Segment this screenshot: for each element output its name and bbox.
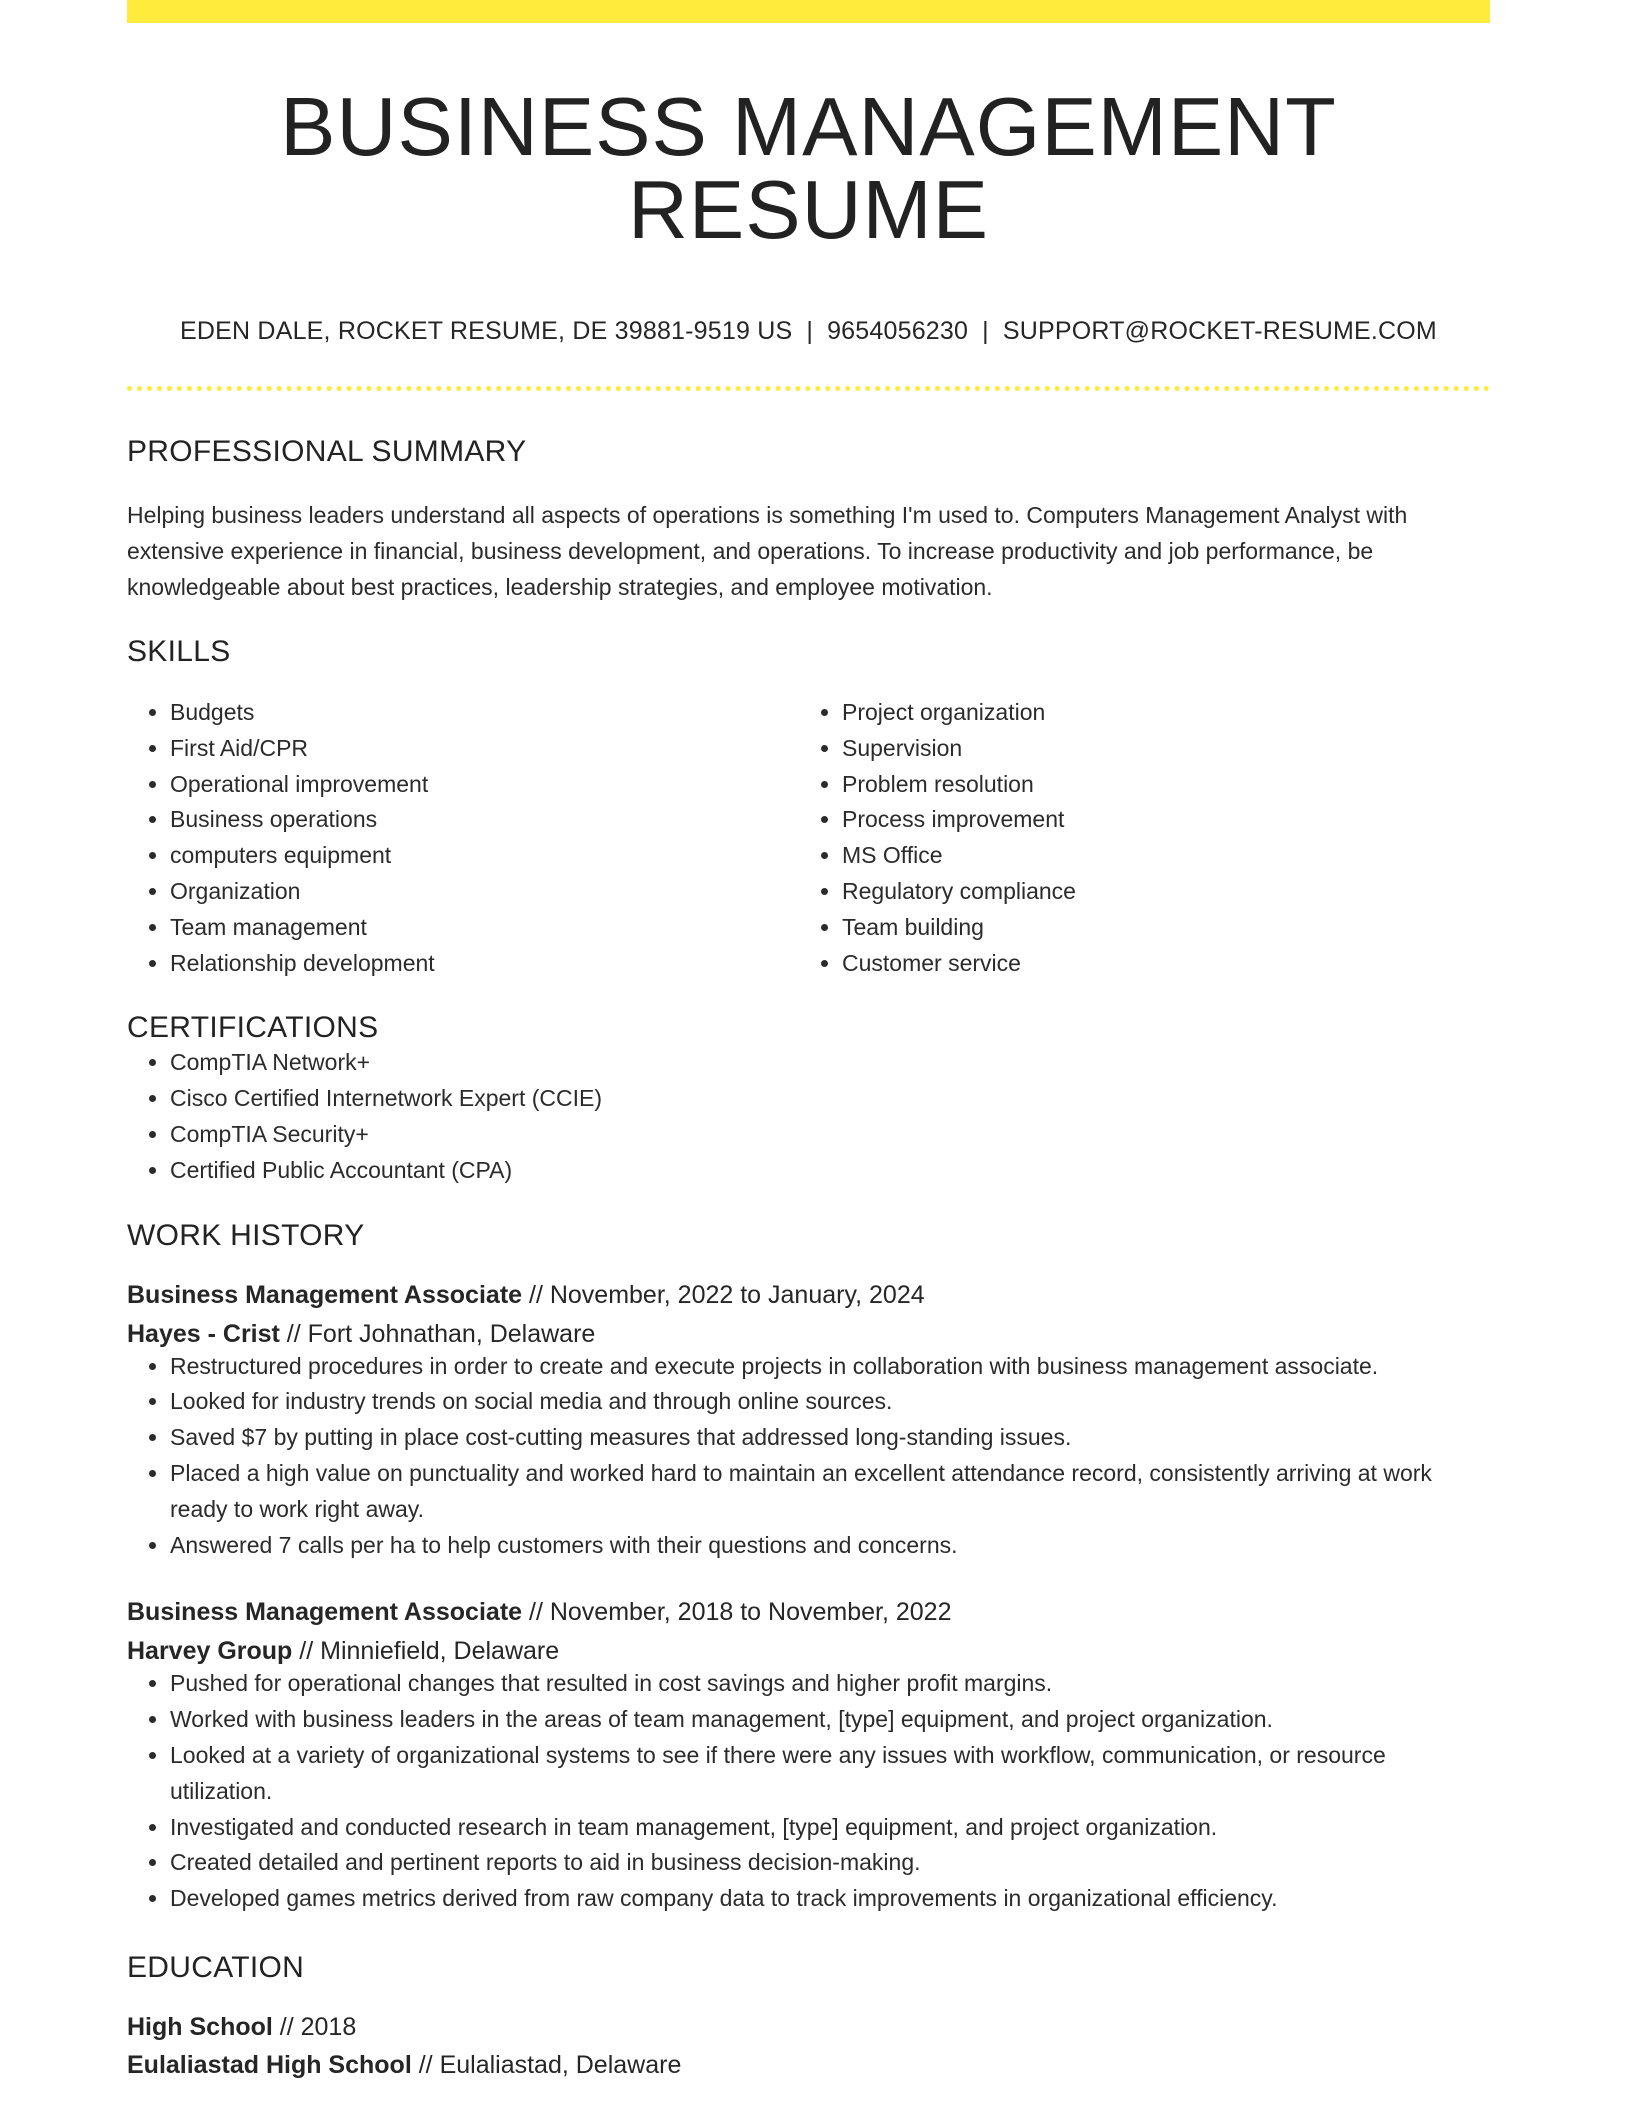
job-duty-item: • Worked with business leaders in the areas of team management, [type] equipment, and project organization.: [170, 1702, 1490, 1738]
job-duty-item: • Developed games metrics derived from raw company data to track improvements in organizational efficiency.: [170, 1881, 1490, 1917]
education-location: Eulaliastad, Delaware: [439, 2050, 682, 2079]
education-entry: [127, 2012, 1490, 2080]
education-degree-line: [127, 2012, 1490, 2042]
skill-item: • Organization: [170, 874, 799, 910]
skills-heading: SKILLS: [127, 635, 231, 668]
job-dates: November, 2022 to January, 2024: [549, 1280, 925, 1309]
job-separator: //: [522, 1598, 550, 1627]
skills-list-left: [127, 695, 799, 981]
education-separator: //: [411, 2050, 440, 2079]
skill-item: • Team management: [170, 910, 799, 946]
skill-item: • Process improvement: [842, 802, 1471, 838]
job-duty-item: • Pushed for operational changes that resulted in cost savings and higher profit margins.: [170, 1666, 1490, 1702]
job-duty-item: • Answered 7 calls per ha to help customers with their questions and concerns.: [170, 1528, 1490, 1564]
job-entry: [127, 1280, 1490, 1564]
job-title: Business Management Associate: [127, 1598, 523, 1627]
job-company: Hayes - Crist: [127, 1319, 280, 1348]
skills-column-left: [127, 695, 799, 981]
certification-item: • CompTIA Security+: [170, 1117, 1490, 1153]
contact-email: SUPPORT@ROCKET-RESUME.COM: [1002, 317, 1437, 345]
job-title: Business Management Associate: [127, 1280, 523, 1309]
job-company-line: [127, 1319, 1490, 1349]
contact-separator: |: [982, 317, 989, 345]
skill-item: • Supervision: [842, 731, 1471, 767]
education-year: 2018: [300, 2012, 357, 2041]
skill-item: • Problem resolution: [842, 767, 1471, 803]
skill-item: • Business operations: [170, 802, 799, 838]
education-school-line: [127, 2050, 1490, 2080]
job-company: Harvey Group: [127, 1637, 293, 1666]
education-separator: //: [272, 2012, 301, 2041]
job-duty-item: • Looked for industry trends on social media and through online sources.: [170, 1384, 1490, 1420]
job-duty-item: • Restructured procedures in order to create and execute projects in collaboration with business management associate.: [170, 1349, 1490, 1385]
job-dates: November, 2018 to November, 2022: [549, 1598, 952, 1627]
job-duty-item: • Investigated and conducted research in team management, [type] equipment, and project organization.: [170, 1810, 1490, 1846]
certifications-list: [127, 1045, 1490, 1188]
job-entry: [127, 1597, 1490, 1917]
resume-title: BUSINESS MANAGEMENT RESUME: [280, 80, 1337, 256]
dotted-divider: [127, 386, 1490, 391]
certifications-heading: CERTIFICATIONS: [127, 1011, 379, 1045]
skill-item: • Relationship development: [170, 946, 799, 982]
accent-bar: [127, 0, 1490, 23]
skill-item: • Operational improvement: [170, 767, 799, 803]
job-duty-item: • Placed a high value on punctuality and worked hard to maintain an excellent attendance record, consistently arriving at work ready to work right away.: [170, 1456, 1490, 1528]
job-company-line: [127, 1636, 1490, 1666]
skills-grid: [127, 695, 1490, 981]
summary-text: Helping business leaders understand all aspects of operations is something I'm used to. Computers Management Analyst with extensive experience in financial, business development, and operations. To increase productivity and job performance, be knowledgeable about best practices, leadership strategies, and employee motivation.: [127, 502, 1408, 600]
job-separator: //: [292, 1637, 321, 1666]
job-location: Fort Johnathan, Delaware: [307, 1319, 596, 1348]
certification-item: • Certified Public Accountant (CPA): [170, 1153, 1490, 1189]
skill-item: • computers equipment: [170, 838, 799, 874]
job-separator: //: [279, 1319, 308, 1348]
contact-phone: 9654056230: [827, 317, 969, 345]
contact-address: EDEN DALE, ROCKET RESUME, DE 39881-9519 US: [180, 317, 793, 345]
skill-item: • MS Office: [842, 838, 1471, 874]
job-separator: //: [522, 1280, 550, 1309]
education-school: Eulaliastad High School: [127, 2050, 412, 2079]
skill-item: • Customer service: [842, 946, 1471, 982]
skill-item: • First Aid/CPR: [170, 731, 799, 767]
job-duties-list: [127, 1666, 1490, 1917]
job-duty-item: • Created detailed and pertinent reports to aid in business decision-making.: [170, 1845, 1490, 1881]
skill-item: • Budgets: [170, 695, 799, 731]
skill-item: • Regulatory compliance: [842, 874, 1471, 910]
certification-item: • CompTIA Network+: [170, 1045, 1490, 1081]
job-title-line: [127, 1280, 1490, 1310]
contact-separator: |: [806, 317, 814, 345]
education-heading: EDUCATION: [127, 1950, 305, 1984]
job-duties-list: [127, 1349, 1490, 1564]
skill-item: • Project organization: [842, 695, 1471, 731]
skills-list-right: [799, 695, 1471, 981]
education-degree: High School: [127, 2012, 273, 2041]
summary-heading: PROFESSIONAL SUMMARY: [127, 435, 527, 468]
resume-content: [127, 23, 1490, 2080]
certification-item: • Cisco Certified Internetwork Expert (CCIE): [170, 1081, 1490, 1117]
work-history-heading: WORK HISTORY: [127, 1218, 365, 1252]
job-duty-item: • Saved $7 by putting in place cost-cutting measures that addressed long-standing issues.: [170, 1420, 1490, 1456]
contact-line: [127, 317, 1490, 346]
skill-item: • Team building: [842, 910, 1471, 946]
job-location: Minniefield, Delaware: [320, 1637, 560, 1666]
job-duty-item: • Looked at a variety of organizational systems to see if there were any issues with workflow, communication, or resource utilization.: [170, 1738, 1490, 1810]
skills-column-right: [799, 695, 1471, 981]
job-title-line: [127, 1597, 1490, 1627]
